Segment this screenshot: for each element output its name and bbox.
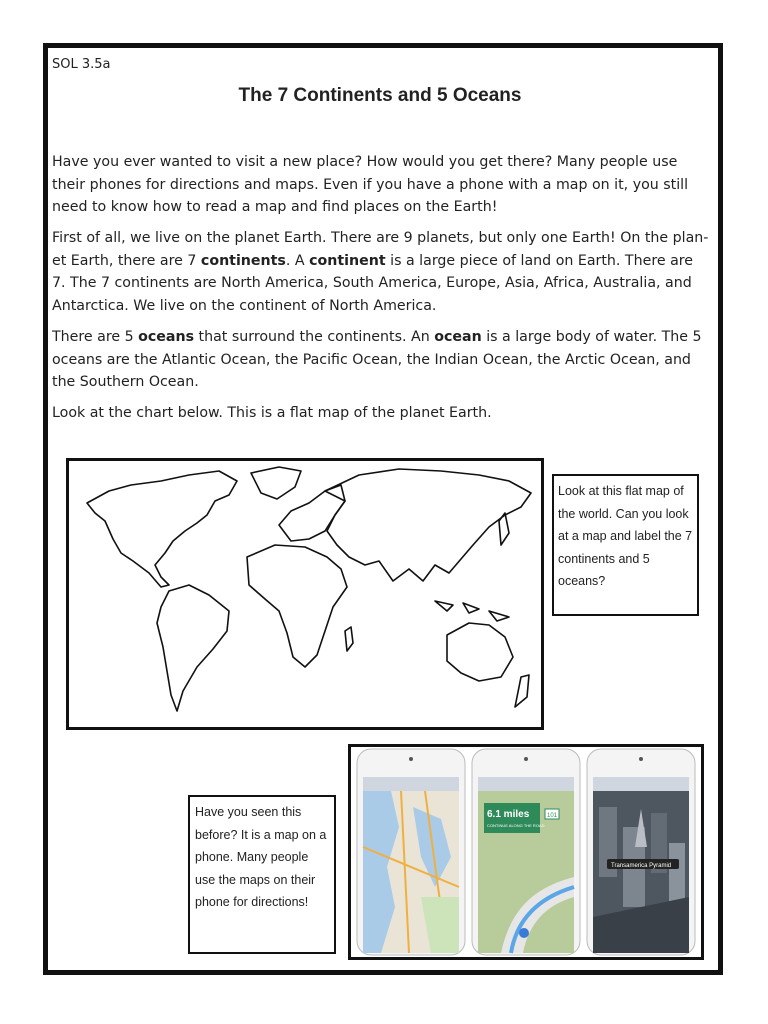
islands-outline: [435, 601, 509, 621]
phone-flyover: [587, 749, 695, 955]
nav-route: 101: [547, 813, 558, 819]
text-run: is a large body of water. The 5 oceans are the Atlantic Ocean, the Pacific Ocean, the Indian Ocean, the Arctic Ocean, and the Southern Ocean.: [52, 329, 702, 390]
text-run: that surround the continents. An: [194, 329, 435, 345]
map-callout: Look at this flat map of the world. Can you look at a map and label the 7 continents and 5 oceans?: [552, 474, 699, 616]
world-map: [66, 458, 544, 730]
keyword-continents: continents: [200, 252, 286, 269]
intro-paragraph: Have you ever wanted to visit a new place? How would you get there? Many people use their phones for directions and maps. Even if you have a phone with a map on it, you still need to know how to read a map and find places on the Earth!: [52, 154, 689, 215]
continents-paragraph: [52, 227, 710, 317]
australia-outline: [447, 623, 513, 681]
oceans-paragraph: [52, 326, 710, 394]
phone-standard-map: [357, 749, 465, 955]
europe-outline: [279, 485, 345, 541]
north-america-outline: [87, 471, 237, 587]
phone-maps-photo: [348, 744, 704, 960]
phone-callout: Have you seen this before? It is a map on a phone. Many people use the maps on their phone for directions!: [188, 795, 336, 954]
text-run: First of all, we live on the planet Earth. There are 9 planets, but only one Earth! On the plan-et Earth, there are 7: [52, 230, 709, 269]
map-intro-paragraph: Look at the chart below. This is a flat map of the planet Earth.: [52, 405, 492, 421]
japan-outline: [499, 513, 509, 545]
nav-distance: 6.1 miles: [487, 809, 530, 820]
text-run: There are 5: [52, 329, 139, 345]
new-zealand-outline: [515, 675, 529, 707]
text-run: . A: [285, 252, 310, 269]
page-title: The 7 Continents and 5 Oceans: [238, 85, 522, 106]
sol-label: SOL 3.5a: [52, 57, 111, 72]
keyword-oceans: oceans: [138, 329, 195, 345]
nav-sub: CONTINUE ALONG THE ROAD: [487, 823, 545, 828]
world-map-outline: [69, 461, 541, 727]
greenland-outline: [251, 467, 301, 499]
text-run: is a large piece of land on Earth. There are 7. The 7 continents are North America, South America, Europe, Asia, Africa, Australia, and Antarctica. We live on the continent of North America.: [52, 252, 694, 314]
keyword-ocean: ocean: [434, 329, 482, 345]
phone-maps-illustration: [351, 747, 701, 957]
africa-outline: [247, 545, 347, 667]
phone-navigation: [472, 749, 580, 955]
madagascar-outline: [345, 627, 353, 651]
keyword-continent: continent: [309, 252, 386, 269]
flyover-label: Transamerica Pyramid: [611, 863, 672, 869]
south-america-outline: [157, 585, 229, 711]
